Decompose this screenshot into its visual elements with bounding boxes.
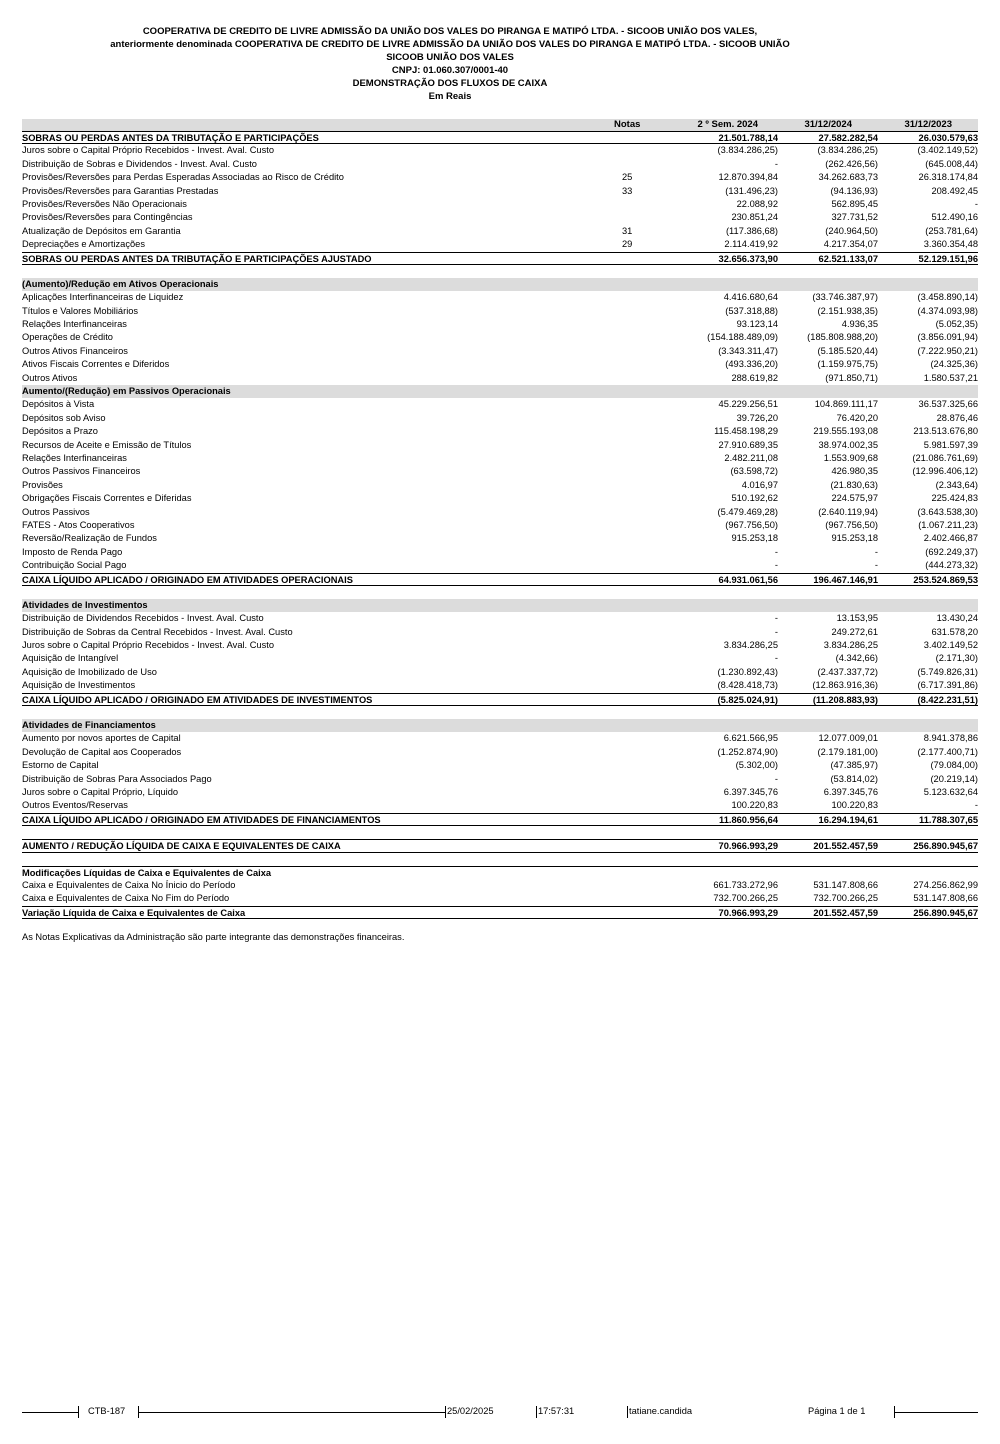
row-value-2sem-2024: 510.192,62 (731, 493, 778, 504)
row-label: Provisões/Reversões para Garantias Prestadas (22, 185, 219, 196)
row-value-31-12-2024: 201.552.457,59 (813, 841, 878, 852)
row-value-2sem-2024: 661.733.272,96 (713, 879, 778, 890)
row-label: CAIXA LÍQUIDO APLICADO / ORIGINADO EM ATIVIDADES DE INVESTIMENTOS (22, 694, 373, 705)
row-value-2sem-2024: 2.482.211,08 (724, 452, 778, 463)
table-row (22, 773, 978, 786)
footer-tick (445, 1406, 446, 1418)
row-value-2sem-2024: 3.834.286,25 (723, 640, 778, 651)
total-row (22, 252, 978, 265)
row-value-2sem-2024: - (774, 613, 778, 624)
row-value-2sem-2024: 64.931.061,56 (718, 574, 778, 585)
header-line-4: CNPJ: 01.060.307/0001-40 (391, 65, 509, 76)
row-value-31-12-2023: (5.749.826,31) (917, 666, 978, 677)
table-row (22, 479, 978, 492)
row-label: Provisões/Reversões Não Operacionais (22, 198, 187, 209)
row-value-2sem-2024: (154.188.489,09) (707, 332, 778, 343)
row-value-31-12-2023: (2.343,64) (935, 479, 978, 490)
row-value-31-12-2023: 5.981.597,39 (923, 439, 978, 450)
row-value-31-12-2023: 52.129.151,96 (918, 253, 978, 264)
row-value-31-12-2023: 36.537.325,66 (918, 399, 978, 410)
table-row (22, 372, 978, 385)
row-value-31-12-2023: - (974, 800, 978, 811)
footer-tick (536, 1406, 537, 1418)
section-header-row (22, 385, 978, 398)
table-row (22, 559, 978, 572)
row-value-31-12-2023: (2.177.400,71) (917, 746, 978, 757)
table-row (22, 892, 978, 905)
row-value-31-12-2023: (24.325,36) (930, 359, 978, 370)
table-row (22, 331, 978, 344)
spacer-row (22, 826, 978, 839)
footer-time: 17:57:31 (538, 1406, 575, 1416)
row-value-31-12-2024: - (874, 546, 878, 557)
table-row (22, 398, 978, 411)
row-label: SOBRAS OU PERDAS ANTES DA TRIBUTAÇÃO E PARTICIPAÇÕES AJUSTADO (22, 253, 372, 264)
row-value-2sem-2024: 70.966.993,29 (718, 841, 778, 852)
row-value-2sem-2024: 2.114.419,92 (724, 239, 778, 250)
row-value-31-12-2023: 253.524.869,53 (913, 574, 978, 585)
row-value-2sem-2024: (117.386,68) (725, 225, 778, 236)
row-value-2sem-2024: 288.619,82 (731, 372, 778, 383)
table-row (22, 465, 978, 478)
row-value-31-12-2024: (33.746.387,97) (812, 292, 878, 303)
row-label: Caixa e Equivalentes de Caixa No Ínicio do Período (22, 879, 236, 890)
row-value-2sem-2024: (967.756,50) (725, 519, 778, 530)
row-value-31-12-2023: 531.147.808,66 (913, 893, 978, 904)
row-value-2sem-2024: 915.253,18 (731, 533, 778, 544)
table-row (22, 185, 978, 198)
total-row (22, 839, 978, 852)
row-label: Distribuição de Sobras e Dividendos - Invest. Aval. Custo (22, 158, 257, 169)
table-row (22, 506, 978, 519)
row-value-2sem-2024: 4.016,97 (741, 479, 778, 490)
row-value-31-12-2023: (2.171,30) (935, 653, 978, 664)
row-value-31-12-2024: (1.159.975,75) (817, 359, 878, 370)
row-value-2sem-2024: 11.860.956,64 (719, 814, 778, 825)
row-label: Depósitos a Prazo (22, 426, 98, 437)
row-label: Provisões (22, 479, 63, 490)
table-row (22, 425, 978, 438)
row-value-31-12-2024: 76.420,20 (836, 412, 878, 423)
row-value-31-12-2023: (444.273,32) (925, 560, 978, 571)
row-value-31-12-2023: (7.222.950,21) (917, 345, 978, 356)
row-value-31-12-2023: 631.578,20 (931, 626, 978, 637)
row-value-31-12-2024: (2.179.181,00) (817, 746, 878, 757)
row-label: Modificações Líquidas de Caixa e Equivalentes de Caixa (22, 867, 272, 878)
table-row (22, 452, 978, 465)
footer-rule (895, 1412, 978, 1413)
table-row (22, 532, 978, 545)
table-row (22, 211, 978, 224)
table-row (22, 144, 978, 157)
footer-user: tatiane.candida (629, 1406, 693, 1416)
row-value-2sem-2024: - (774, 546, 778, 557)
column-header (22, 119, 978, 131)
cash-flow-table (22, 131, 978, 919)
row-label: Relações Interfinanceiras (22, 319, 127, 330)
row-value-31-12-2024: 13.153,95 (836, 613, 878, 624)
row-value-31-12-2024: (967.756,50) (825, 519, 878, 530)
row-value-2sem-2024: 32.656.373,90 (718, 253, 778, 264)
total-row (22, 573, 978, 586)
row-value-31-12-2024: 27.582.282,54 (818, 133, 878, 143)
table-row (22, 652, 978, 665)
row-label: Outros Passivos (22, 506, 90, 517)
row-label: Distribuição de Sobras da Central Recebidos - Invest. Aval. Custo (22, 626, 293, 637)
row-label: CAIXA LÍQUIDO APLICADO / ORIGINADO EM ATIVIDADES OPERACIONAIS (22, 574, 353, 585)
row-value-2sem-2024: - (774, 653, 778, 664)
row-label: Outros Ativos (22, 372, 78, 383)
row-label: Aplicações Interfinanceiras de Liquidez (22, 292, 184, 303)
spacer-row (22, 586, 978, 599)
header-line-6: Em Reais (428, 91, 472, 102)
row-value-2sem-2024: (63.598,72) (730, 466, 778, 477)
row-label: Aquisição de Imobilizado de Uso (22, 666, 157, 677)
row-value-31-12-2023: 256.890.945,67 (913, 841, 978, 852)
row-value-2sem-2024: (1.252.874,90) (717, 746, 778, 757)
spacer-row (22, 265, 978, 278)
row-value-2sem-2024: 100.220,83 (731, 800, 778, 811)
row-value-31-12-2024: 915.253,18 (831, 533, 878, 544)
row-value-31-12-2024: 62.521.133,07 (818, 253, 878, 264)
table-row (22, 879, 978, 892)
row-value-31-12-2023: (4.374.093,98) (917, 305, 978, 316)
row-label: Provisões/Reversões para Perdas Esperadas Associadas ao Risco de Crédito (22, 172, 344, 183)
row-value-31-12-2024: (2.437.337,72) (817, 666, 878, 677)
row-note: 33 (622, 185, 633, 196)
row-value-31-12-2023: 8.941.378,86 (923, 733, 978, 744)
row-value-31-12-2024: 34.262.683,73 (818, 172, 878, 183)
row-value-31-12-2023: - (974, 198, 978, 209)
row-value-2sem-2024: 732.700.266,25 (713, 893, 778, 904)
row-value-31-12-2024: 104.869.111,17 (814, 399, 878, 410)
total-row (22, 906, 978, 919)
row-value-2sem-2024: 230.851,24 (731, 212, 778, 223)
row-label: Devolução de Capital aos Cooperados (22, 746, 182, 757)
total-row (22, 813, 978, 826)
row-label: Aquisição de Investimentos (22, 680, 136, 691)
row-value-31-12-2024: (3.834.286,25) (817, 145, 878, 156)
footer-tick (627, 1406, 628, 1418)
row-value-31-12-2024: 732.700.266,25 (813, 893, 878, 904)
row-value-31-12-2024: 1.553.909,68 (823, 452, 878, 463)
row-label: Distribuição de Sobras Para Associados Pago (22, 773, 212, 784)
row-value-31-12-2024: (21.830,63) (830, 479, 878, 490)
row-label: CAIXA LÍQUIDO APLICADO / ORIGINADO EM ATIVIDADES DE FINANCIAMENTOS (22, 814, 381, 825)
row-value-31-12-2023: (21.086.761,69) (912, 452, 978, 463)
table-row (22, 639, 978, 652)
row-label: SOBRAS OU PERDAS ANTES DA TRIBUTAÇÃO E PARTICIPAÇÕES (22, 133, 319, 143)
table-row (22, 679, 978, 692)
row-label: Depreciações e Amortizações (22, 239, 145, 250)
row-value-2sem-2024: (537.318,88) (725, 305, 778, 316)
row-value-2sem-2024: - (774, 773, 778, 784)
row-value-2sem-2024: (131.496,23) (725, 185, 778, 196)
row-value-31-12-2024: 327.731,52 (831, 212, 878, 223)
table-row (22, 626, 978, 639)
row-value-31-12-2024: (262.426,56) (825, 158, 878, 169)
row-label: Provisões/Reversões para Contingências (22, 212, 193, 223)
row-value-31-12-2023: 208.492,45 (931, 185, 978, 196)
row-label: Distribuição de Dividendos Recebidos - Invest. Aval. Custo (22, 613, 264, 624)
row-value-31-12-2024: 196.467.146,91 (813, 574, 878, 585)
section-header-row (22, 599, 978, 612)
row-label: Variação Líquida de Caixa e Equivalentes de Caixa (22, 907, 246, 918)
row-label: Recursos de Aceite e Emissão de Títulos (22, 439, 192, 450)
row-label: Atividades de Investimentos (22, 599, 148, 610)
row-label: Relações Interfinanceiras (22, 452, 127, 463)
table-row (22, 546, 978, 559)
row-label: Outros Ativos Financeiros (22, 345, 128, 356)
row-value-2sem-2024: 115.458.198,29 (714, 426, 778, 437)
table-row (22, 519, 978, 532)
table-row (22, 439, 978, 452)
header-line-3: SICOOB UNIÃO DOS VALES (386, 52, 514, 63)
row-value-31-12-2024: 4.217.354,07 (823, 239, 878, 250)
header-line-2: anteriormente denominada COOPERATIVA DE CREDITO DE LIVRE ADMISSÃO DA UNIÃO DOS VALES DO PIRANGA E MATIPÓ LTDA. - SICOOB UNIÃO (110, 39, 790, 50)
row-value-2sem-2024: 12.870.394,84 (718, 172, 778, 183)
row-label: Imposto de Renda Pago (22, 546, 123, 557)
footnote: As Notas Explicativas da Administração são parte integrante das demonstrações financeiras. (22, 932, 405, 942)
row-value-31-12-2024: (2.640.119,94) (818, 506, 878, 517)
row-value-31-12-2023: (645.008,44) (925, 158, 978, 169)
row-value-2sem-2024: 39.726,20 (736, 412, 778, 423)
row-label: Aumento por novos aportes de Capital (22, 733, 181, 744)
row-value-2sem-2024: 22.088,92 (736, 198, 778, 209)
row-label: Reversão/Realização de Fundos (22, 533, 157, 544)
table-row (22, 358, 978, 371)
row-value-31-12-2024: 201.552.457,59 (813, 907, 878, 918)
row-value-31-12-2024: 12.077.009,01 (818, 733, 878, 744)
row-value-31-12-2023: (3.643.538,30) (917, 506, 978, 517)
row-value-31-12-2024: (5.185.520,44) (817, 345, 878, 356)
row-label: Operações de Crédito (22, 332, 113, 343)
row-label: Contribuição Social Pago (22, 560, 127, 571)
footer-rule (139, 1412, 445, 1413)
row-label: FATES - Atos Cooperativos (22, 519, 135, 530)
row-value-31-12-2024: - (874, 560, 878, 571)
row-value-31-12-2024: (4.342,66) (835, 653, 878, 664)
row-value-31-12-2024: (94.136,93) (830, 185, 878, 196)
row-value-31-12-2024: 100.220,83 (831, 800, 878, 811)
table-row (22, 412, 978, 425)
footer-code: CTB-187 (88, 1406, 126, 1416)
row-value-31-12-2023: (3.458.890,14) (917, 292, 978, 303)
col-notas: Notas (614, 119, 641, 130)
row-label: Aquisição de Intangível (22, 653, 119, 664)
row-value-31-12-2024: (53.814,02) (830, 773, 878, 784)
row-value-2sem-2024: (3.834.286,25) (717, 145, 778, 156)
row-value-2sem-2024: 93.123,14 (736, 319, 778, 330)
row-label: Atualização de Depósitos em Garantia (22, 225, 181, 236)
row-value-31-12-2024: 531.147.808,66 (813, 879, 878, 890)
header-line-5: DEMONSTRAÇÃO DOS FLUXOS DE CAIXA (352, 78, 548, 89)
spacer-row (22, 706, 978, 719)
table-row (22, 732, 978, 745)
row-value-31-12-2024: (11.208.883,93) (812, 694, 878, 705)
row-value-2sem-2024: 70.966.993,29 (718, 907, 778, 918)
row-value-31-12-2023: 274.256.862,99 (913, 879, 978, 890)
row-value-2sem-2024: 21.501.788,14 (718, 133, 778, 143)
row-label: Atividades de Financiamentos (22, 720, 156, 731)
row-value-2sem-2024: (3.343.311,47) (718, 345, 778, 356)
row-label: Estorno de Capital (22, 760, 99, 771)
table-row (22, 291, 978, 304)
row-value-2sem-2024: - (774, 626, 778, 637)
row-label: Juros sobre o Capital Próprio, Líquido (22, 786, 179, 797)
row-value-2sem-2024: (8.428.418,73) (717, 680, 778, 691)
row-value-2sem-2024: (5.479.469,28) (717, 506, 778, 517)
table-row (22, 345, 978, 358)
row-value-31-12-2023: 1.580.537,21 (923, 372, 978, 383)
table-row (22, 171, 978, 184)
row-value-31-12-2024: (47.385,97) (830, 760, 878, 771)
row-value-31-12-2023: (3.856.091,94) (917, 332, 978, 343)
row-value-31-12-2023: 3.402.149,52 (923, 640, 978, 651)
row-value-2sem-2024: (5.302,00) (735, 760, 778, 771)
row-label: Títulos e Valores Mobiliários (22, 305, 139, 316)
total-row (22, 131, 978, 144)
row-value-31-12-2024: 4.936,35 (841, 319, 878, 330)
row-value-2sem-2024: 45.229.256,51 (718, 399, 778, 410)
row-label: (Aumento)/Redução em Ativos Operacionais (22, 278, 219, 289)
row-value-31-12-2023: 256.890.945,67 (913, 907, 978, 918)
row-value-31-12-2024: (240.964,50) (825, 225, 878, 236)
row-value-31-12-2024: 224.575,97 (831, 493, 878, 504)
row-value-31-12-2023: 5.123.632,64 (923, 786, 978, 797)
row-value-2sem-2024: (1.230.892,43) (717, 666, 778, 677)
row-value-31-12-2023: (253.781,64) (925, 225, 978, 236)
row-value-31-12-2023: (20.219,14) (930, 773, 978, 784)
row-value-31-12-2023: (1.067.211,23) (918, 519, 978, 530)
row-note: 31 (622, 225, 633, 236)
table-row (22, 225, 978, 238)
row-value-31-12-2024: 219.555.193,08 (813, 426, 878, 437)
row-value-31-12-2024: 562.895,45 (831, 198, 878, 209)
table-row (22, 866, 978, 879)
row-value-31-12-2024: 6.397.345,76 (823, 786, 878, 797)
row-value-2sem-2024: 4.416.680,64 (723, 292, 778, 303)
footer-date: 25/02/2025 (447, 1406, 494, 1416)
row-value-2sem-2024: 6.621.566,95 (723, 733, 778, 744)
row-label: Aumento/(Redução) em Passivos Operacionais (22, 386, 231, 397)
row-value-31-12-2024: (2.151.938,35) (817, 305, 878, 316)
row-value-2sem-2024: (5.825.024,91) (717, 694, 778, 705)
row-value-2sem-2024: - (774, 158, 778, 169)
section-header-row (22, 719, 978, 732)
row-value-31-12-2023: 2.402.466,87 (923, 533, 978, 544)
row-value-31-12-2023: (5.052,35) (935, 319, 978, 330)
row-value-31-12-2023: 512.490,16 (931, 212, 978, 223)
row-label: Outros Eventos/Reservas (22, 800, 128, 811)
table-row (22, 198, 978, 211)
row-value-31-12-2024: 426.980,35 (831, 466, 878, 477)
row-value-31-12-2024: (971.850,71) (825, 372, 878, 383)
footer-rule (22, 1412, 78, 1413)
row-label: Caixa e Equivalentes de Caixa No Fim do Período (22, 893, 230, 904)
row-value-31-12-2023: 213.513.676,80 (913, 426, 978, 437)
col-2sem-2024: 2 º Sem. 2024 (697, 119, 758, 130)
table-row (22, 746, 978, 759)
table-row (22, 786, 978, 799)
row-value-31-12-2024: 3.834.286,25 (823, 640, 878, 651)
row-value-2sem-2024: (493.336,20) (725, 359, 778, 370)
row-label: Obrigações Fiscais Correntes e Diferidas (22, 493, 192, 504)
row-value-31-12-2023: (8.422.231,51) (917, 694, 978, 705)
row-label: Juros sobre o Capital Próprio Recebidos - Invest. Aval. Custo (22, 145, 275, 156)
row-value-31-12-2023: (692.249,37) (925, 546, 978, 557)
row-value-31-12-2024: 38.974.002,35 (818, 439, 878, 450)
total-row (22, 693, 978, 706)
row-value-31-12-2024: (12.863.916,36) (812, 680, 878, 691)
row-label: Depósitos à Vista (22, 399, 95, 410)
table-row (22, 799, 978, 812)
row-label: Depósitos sob Aviso (22, 412, 106, 423)
page-footer (0, 1404, 1000, 1420)
spacer-row (22, 853, 978, 866)
row-label: Outros Passivos Financeiros (22, 466, 141, 477)
row-value-31-12-2023: 28.876,46 (936, 412, 978, 423)
row-value-31-12-2023: (3.402.149,52) (917, 145, 978, 156)
row-value-31-12-2023: (12.996.406,12) (912, 466, 978, 477)
table-row (22, 759, 978, 772)
row-label: Juros sobre o Capital Próprio Recebidos - Invest. Aval. Custo (22, 640, 275, 651)
table-row (22, 305, 978, 318)
table-row (22, 492, 978, 505)
row-value-31-12-2024: (185.808.988,20) (807, 332, 878, 343)
row-value-2sem-2024: - (774, 560, 778, 571)
row-note: 25 (622, 172, 633, 183)
row-note: 29 (622, 239, 633, 250)
row-value-2sem-2024: 6.397.345,76 (723, 786, 778, 797)
table-row (22, 666, 978, 679)
footer-page: Página 1 de 1 (808, 1406, 866, 1416)
row-value-31-12-2023: (79.084,00) (930, 760, 978, 771)
table-row (22, 158, 978, 171)
row-value-31-12-2024: 249.272,61 (831, 626, 878, 637)
footer-tick (78, 1406, 79, 1418)
document-header (0, 25, 900, 103)
section-header-row (22, 278, 978, 291)
row-value-31-12-2023: 11.788.307,65 (919, 814, 978, 825)
row-value-31-12-2023: (6.717.391,86) (917, 680, 978, 691)
row-value-31-12-2023: 3.360.354,48 (923, 239, 978, 250)
row-value-31-12-2023: 26.318.174,84 (918, 172, 978, 183)
table-row (22, 238, 978, 251)
col-31-12-2023: 31/12/2023 (904, 119, 952, 130)
row-value-2sem-2024: 27.910.689,35 (718, 439, 778, 450)
table-row (22, 318, 978, 331)
table-row (22, 612, 978, 625)
header-line-1: COOPERATIVA DE CREDITO DE LIVRE ADMISSÃO DA UNIÃO DOS VALES DO PIRANGA E MATIPÓ LTDA. - SICOOB UNIÃO DOS VALES, (142, 26, 758, 37)
row-label: AUMENTO / REDUÇÃO LÍQUIDA DE CAIXA E EQUIVALENTES DE CAIXA (22, 841, 341, 852)
row-value-31-12-2023: 13.430,24 (936, 613, 978, 624)
col-31-12-2024: 31/12/2024 (804, 119, 852, 130)
row-value-31-12-2023: 225.424,83 (931, 493, 978, 504)
row-value-31-12-2023: 26.030.579,63 (918, 133, 978, 143)
row-value-31-12-2024: 16.294.194,61 (818, 814, 878, 825)
row-label: Ativos Fiscais Correntes e Diferidos (22, 359, 170, 370)
